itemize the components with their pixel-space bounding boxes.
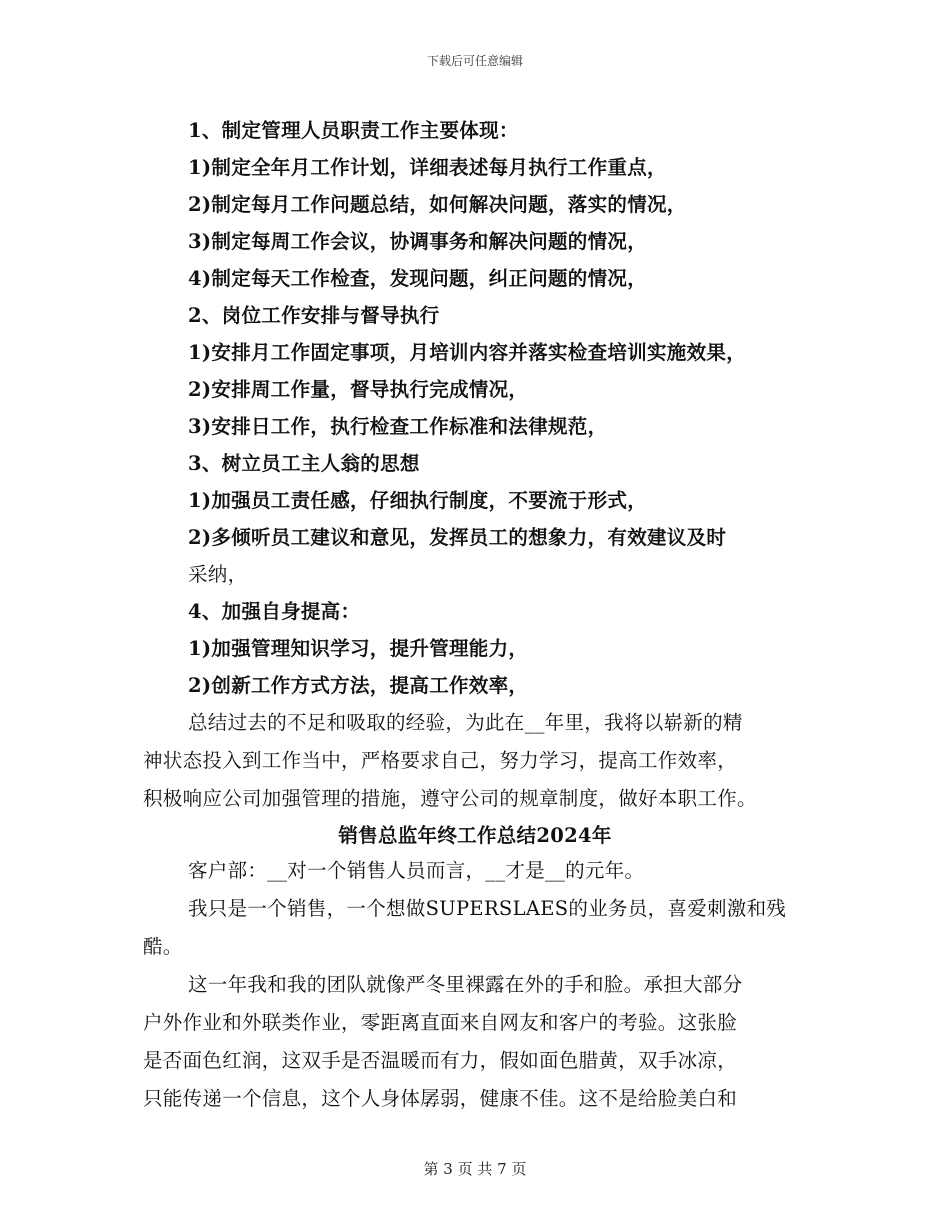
section-heading-2: 2、岗位工作安排与督导执行 <box>188 304 440 327</box>
paragraph-line: 客户部：__对一个销售人员而言，__才是__的元年。 <box>188 859 645 882</box>
list-item: 3)制定每周工作会议，协调事务和解决问题的情况， <box>188 230 647 253</box>
section-heading-3: 3、树立员工主人翁的思想 <box>188 452 420 475</box>
paragraph-line: 我只是一个销售，一个想做SUPERSLAES的业务员，喜爱刺激和残 <box>188 897 787 920</box>
section-heading-4: 4、加强自身提高： <box>188 600 361 623</box>
list-item-continuation: 采纳， <box>188 563 248 586</box>
paragraph-line: 积极响应公司加强管理的措施，遵守公司的规章制度，做好本职工作。 <box>143 787 757 810</box>
list-item: 4)制定每天工作检查，发现问题，纠正问题的情况， <box>188 267 647 290</box>
list-item: 2)创新工作方式方法，提高工作效率， <box>188 674 529 697</box>
paragraph-line: 这一年我和我的团队就像严冬里裸露在外的手和脸。承担大部分 <box>188 973 743 996</box>
page-number: 第 3 页 共 7 页 <box>423 1160 527 1178</box>
list-item: 2)安排周工作量，督导执行完成情况， <box>188 378 529 401</box>
list-item: 3)安排日工作，执行检查工作标准和法律规范， <box>188 415 608 438</box>
document-title: 销售总监年终工作总结2024年 <box>338 824 612 847</box>
list-item: 1)加强员工责任感，仔细执行制度，不要流于形式， <box>188 489 647 512</box>
paragraph-line: 酷。 <box>143 935 183 958</box>
paragraph-line: 总结过去的不足和吸取的经验，为此在__年里，我将以崭新的精 <box>188 711 743 734</box>
list-item: 1)加强管理知识学习，提升管理能力， <box>188 637 529 660</box>
paragraph-line: 神状态投入到工作当中，严格要求自己，努力学习，提高工作效率， <box>143 749 738 772</box>
list-item: 1)安排月工作固定事项，月培训内容并落实检查培训实施效果， <box>188 341 746 364</box>
list-item: 2)多倾听员工建议和意见，发挥员工的想象力，有效建议及时 <box>188 526 727 549</box>
list-item: 1)制定全年月工作计划，详细表述每月执行工作重点， <box>188 156 667 179</box>
section-heading-1: 1、制定管理人员职责工作主要体现： <box>188 119 519 142</box>
page-header: 下载后可任意编辑 <box>426 54 523 68</box>
paragraph-line: 是否面色红润，这双手是否温暖而有力，假如面色腊黄，双手冰凉， <box>143 1049 738 1072</box>
paragraph-line: 户外作业和外联类作业，零距离直面来自网友和客户的考验。这张脸 <box>143 1011 738 1034</box>
paragraph-line: 只能传递一个信息，这个人身体孱弱，健康不佳。这不是给脸美白和 <box>143 1087 738 1110</box>
list-item: 2)制定每月工作问题总结，如何解决问题，落实的情况， <box>188 193 687 216</box>
